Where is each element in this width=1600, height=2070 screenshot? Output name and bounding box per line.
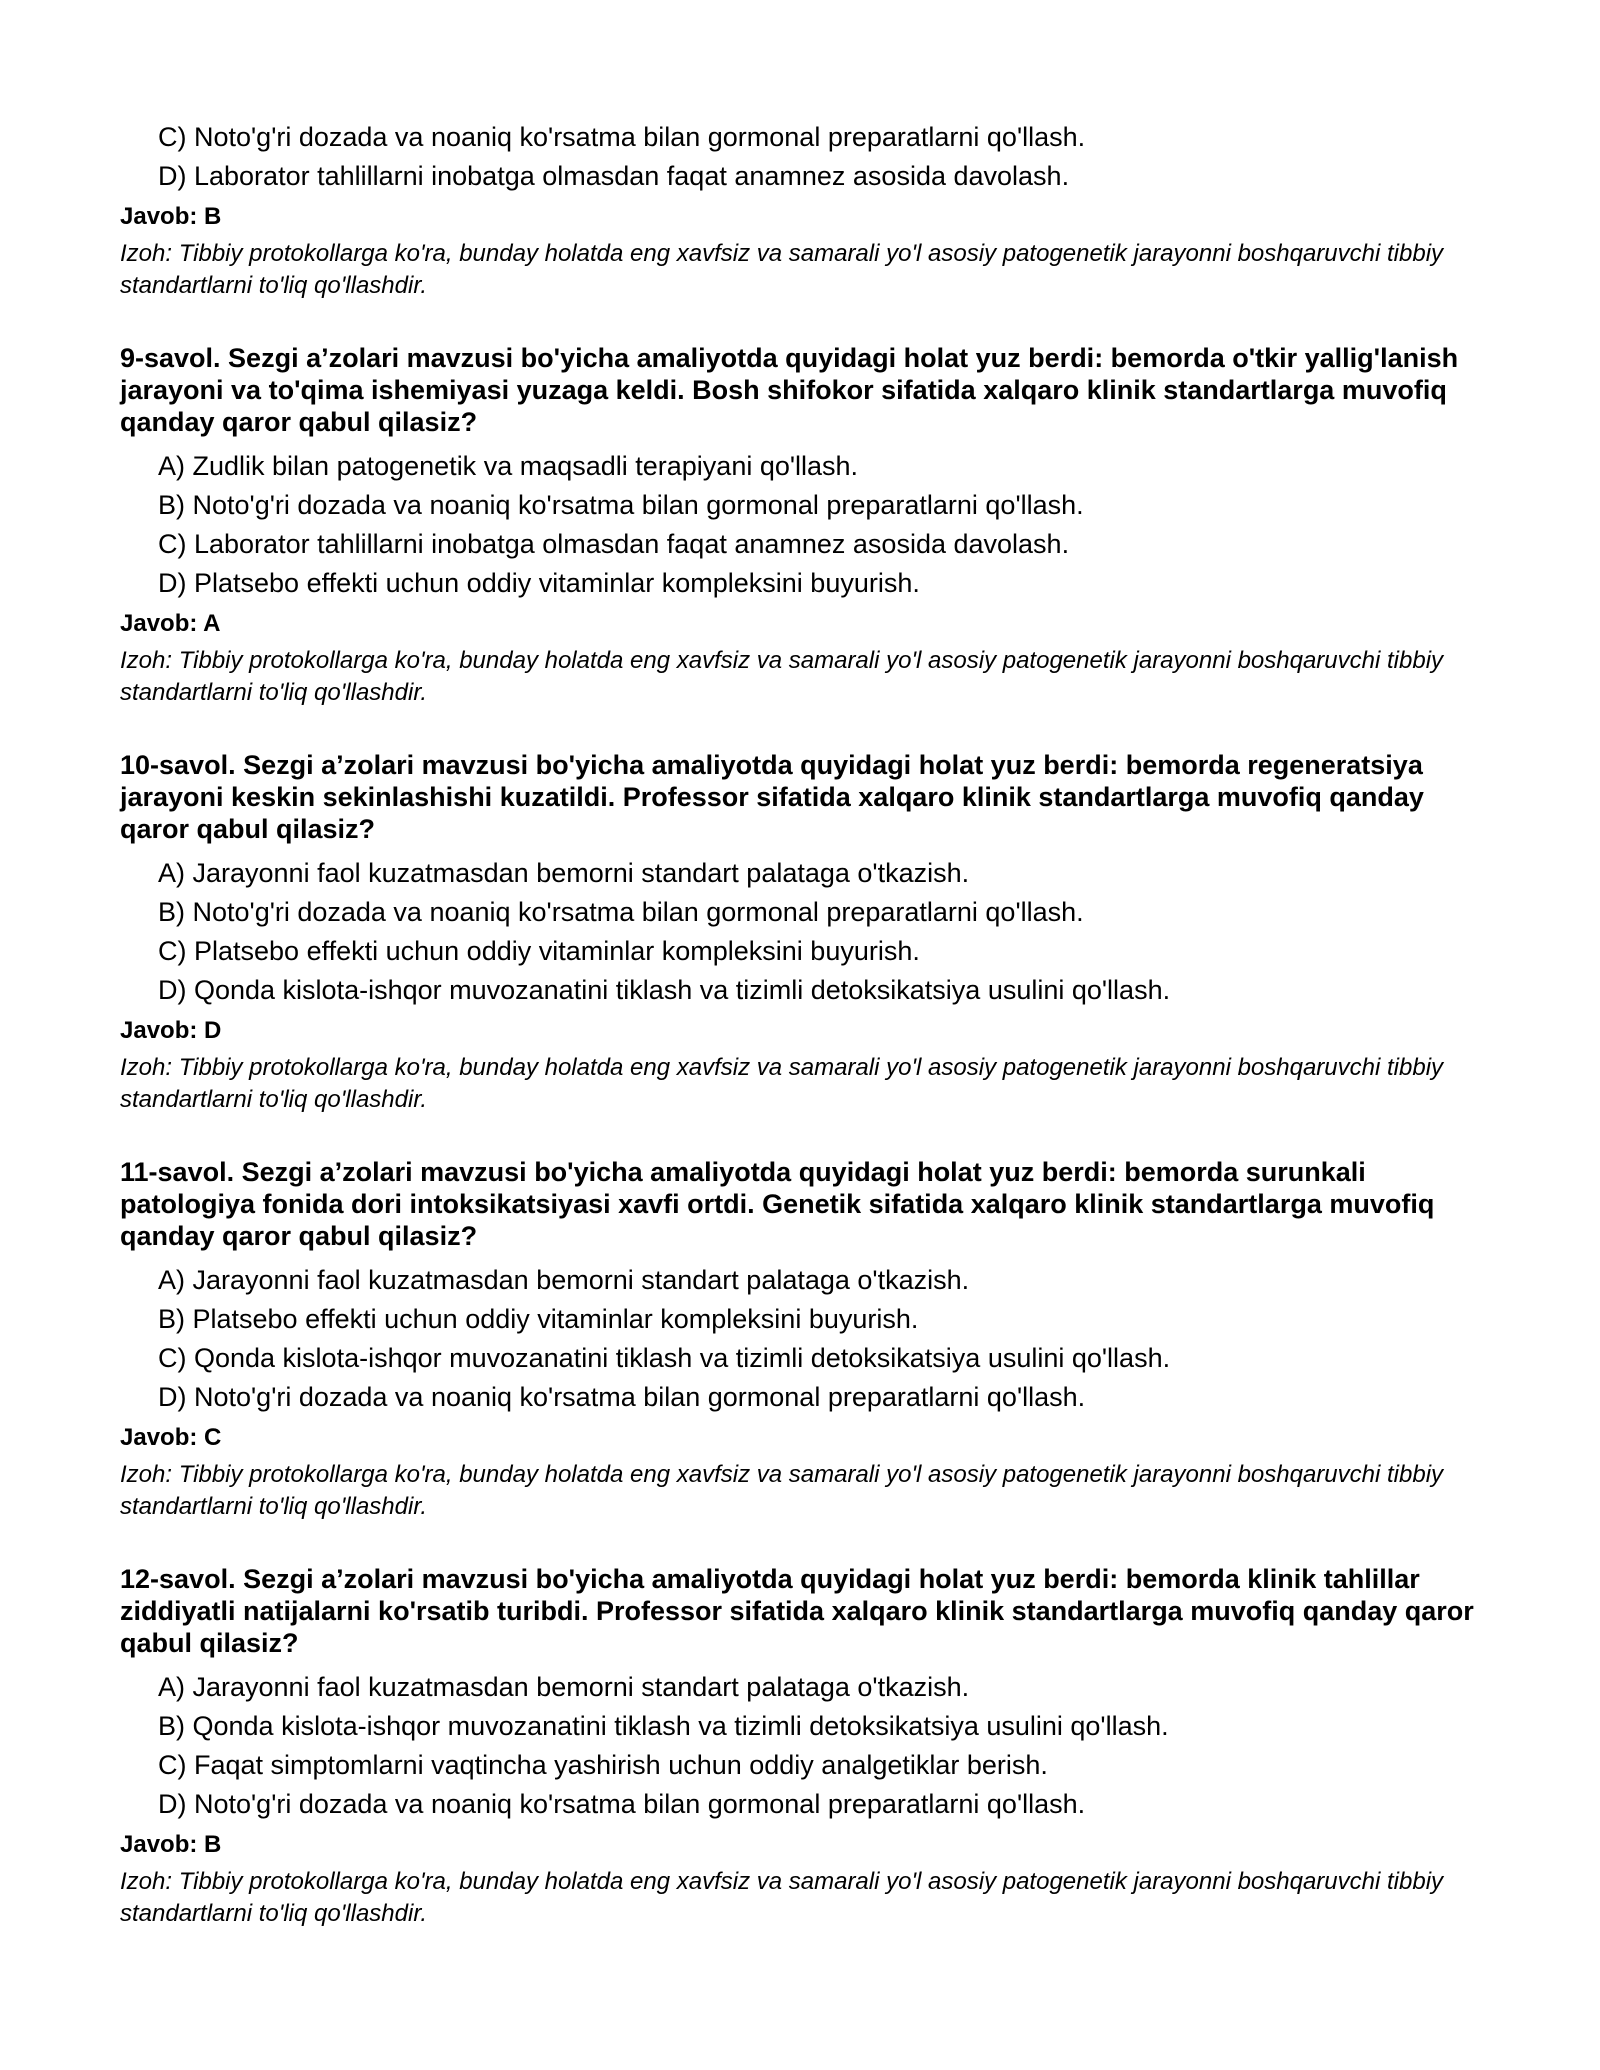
question-block-partial bbox=[120, 118, 1500, 302]
question-block-10 bbox=[120, 749, 1500, 1116]
option-a: A) Jarayonni faol kuzatmasdan bemorni standart palataga o'tkazish. bbox=[158, 1672, 970, 1702]
question-block-11 bbox=[120, 1156, 1500, 1523]
option-b: B) Noto'g'ri dozada va noaniq ko'rsatma bilan gormonal preparatlarni qo'llash. bbox=[158, 490, 1084, 520]
explanation-note: Izoh: Tibbiy protokollarga ko'ra, bunday holatda eng xavfsiz va samarali yo'l asosiy patogenetik jarayonni boshqaruvchi tibbiy standartlarni to'liq qo'llashdir. bbox=[120, 1054, 1444, 1113]
option-b: B) Qonda kislota-ishqor muvozanatini tiklash va tizimli detoksikatsiya usulini qo'llash. bbox=[158, 1711, 1169, 1741]
option-d: D) Qonda kislota-ishqor muvozanatini tiklash va tizimli detoksikatsiya usulini qo'llash. bbox=[158, 975, 1171, 1005]
option-b: B) Platsebo effekti uchun oddiy vitaminlar kompleksini buyurish. bbox=[158, 1304, 919, 1334]
question-text: 10-savol. Sezgi a’zolari mavzusi bo'yicha amaliyotda quyidagi holat yuz berdi: bemorda regeneratsiya jarayoni keskin sekinlashishi kuzatildi. Professor sifatida xalqaro klinik standartlarga muvofiq qanday qaror qabul qilasiz? bbox=[120, 750, 1424, 844]
option-c: C) Laborator tahlillarni inobatga olmasdan faqat anamnez asosida davolash. bbox=[158, 529, 1070, 559]
explanation-note: Izoh: Tibbiy protokollarga ko'ra, bunday holatda eng xavfsiz va samarali yo'l asosiy patogenetik jarayonni boshqaruvchi tibbiy standartlarni to'liq qo'llashdir. bbox=[120, 240, 1444, 299]
option-a: A) Jarayonni faol kuzatmasdan bemorni standart palataga o'tkazish. bbox=[158, 1265, 970, 1295]
option-c: C) Noto'g'ri dozada va noaniq ko'rsatma bilan gormonal preparatlarni qo'llash. bbox=[158, 122, 1086, 152]
explanation-note: Izoh: Tibbiy protokollarga ko'ra, bunday holatda eng xavfsiz va samarali yo'l asosiy patogenetik jarayonni boshqaruvchi tibbiy standartlarni to'liq qo'llashdir. bbox=[120, 1461, 1444, 1520]
answer-label: Javob: B bbox=[120, 1831, 222, 1858]
answer-label: Javob: A bbox=[120, 610, 221, 637]
question-text: 9-savol. Sezgi a’zolari mavzusi bo'yicha amaliyotda quyidagi holat yuz berdi: bemorda o'tkir yallig'lanish jarayoni va to'qima ishemiyasi yuzaga keldi. Bosh shifokor sifatida xalqaro klinik standartlarga muvofiq qanday qaror qabul qilasiz? bbox=[120, 343, 1459, 437]
question-block-12 bbox=[120, 1563, 1500, 1930]
option-d: D) Noto'g'ri dozada va noaniq ko'rsatma bilan gormonal preparatlarni qo'llash. bbox=[158, 1789, 1086, 1819]
option-a: A) Jarayonni faol kuzatmasdan bemorni standart palataga o'tkazish. bbox=[158, 858, 970, 888]
explanation-note: Izoh: Tibbiy protokollarga ko'ra, bunday holatda eng xavfsiz va samarali yo'l asosiy patogenetik jarayonni boshqaruvchi tibbiy standartlarni to'liq qo'llashdir. bbox=[120, 1868, 1444, 1927]
option-c: C) Qonda kislota-ishqor muvozanatini tiklash va tizimli detoksikatsiya usulini qo'llash. bbox=[158, 1343, 1171, 1373]
question-block-9 bbox=[120, 342, 1500, 709]
answer-label: Javob: B bbox=[120, 203, 222, 230]
question-text: 12-savol. Sezgi a’zolari mavzusi bo'yicha amaliyotda quyidagi holat yuz berdi: bemorda klinik tahlillar ziddiyatli natijalarni ko'rsatib turibdi. Professor sifatida xalqaro klinik standartlarga muvofiq qanday qaror qabul qilasiz? bbox=[120, 1564, 1474, 1658]
explanation-note: Izoh: Tibbiy protokollarga ko'ra, bunday holatda eng xavfsiz va samarali yo'l asosiy patogenetik jarayonni boshqaruvchi tibbiy standartlarni to'liq qo'llashdir. bbox=[120, 647, 1444, 706]
answer-label: Javob: D bbox=[120, 1017, 222, 1044]
option-d: D) Noto'g'ri dozada va noaniq ko'rsatma bilan gormonal preparatlarni qo'llash. bbox=[158, 1382, 1086, 1412]
option-a: A) Zudlik bilan patogenetik va maqsadli terapiyani qo'llash. bbox=[158, 451, 859, 481]
option-b: B) Noto'g'ri dozada va noaniq ko'rsatma bilan gormonal preparatlarni qo'llash. bbox=[158, 897, 1084, 927]
option-d: D) Platsebo effekti uchun oddiy vitaminlar kompleksini buyurish. bbox=[158, 568, 920, 598]
option-c: C) Faqat simptomlarni vaqtincha yashirish uchun oddiy analgetiklar berish. bbox=[158, 1750, 1048, 1780]
document-page bbox=[120, 118, 1500, 1930]
answer-label: Javob: C bbox=[120, 1424, 222, 1451]
option-d: D) Laborator tahlillarni inobatga olmasdan faqat anamnez asosida davolash. bbox=[158, 161, 1070, 191]
option-c: C) Platsebo effekti uchun oddiy vitaminlar kompleksini buyurish. bbox=[158, 936, 920, 966]
question-text: 11-savol. Sezgi a’zolari mavzusi bo'yicha amaliyotda quyidagi holat yuz berdi: bemorda surunkali patologiya fonida dori intoksikatsiyasi xavfi ortdi. Genetik sifatida xalqaro klinik standartlarga muvofiq qanday qaror qabul qilasiz? bbox=[120, 1157, 1435, 1251]
